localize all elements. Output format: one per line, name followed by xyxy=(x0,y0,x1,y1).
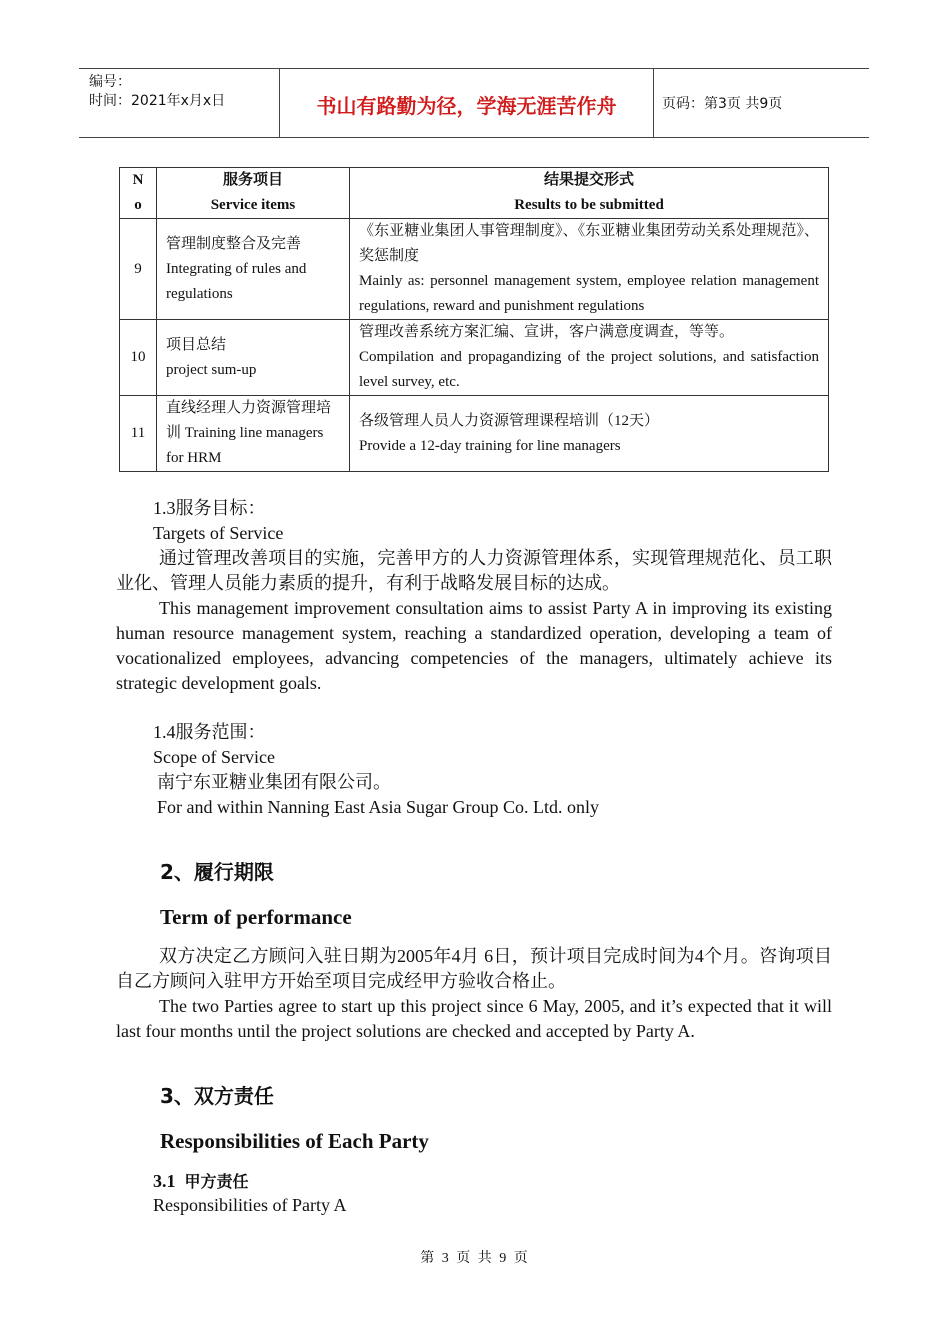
header-item-cn: 服务项目 xyxy=(222,172,283,188)
section-3-1-number: 3.1 xyxy=(153,1171,176,1191)
header-page-label: 页码：第3页 共9页 xyxy=(662,96,783,112)
row-item-cn: 直线经理人力资源管理培训 xyxy=(166,400,332,441)
section-2-heading-en: Term of performance xyxy=(160,905,352,929)
row-result-en: Compilation and propagandizing of the project solutions, and satisfaction level survey, etc. xyxy=(359,349,819,390)
header-page-cell xyxy=(654,69,869,137)
row-item-en: Training line managers for HRM xyxy=(166,425,324,466)
section-3-heading-en: Responsibilities of Each Party xyxy=(160,1129,429,1153)
row-item xyxy=(157,219,350,320)
header-meta-cell xyxy=(79,69,279,137)
page-footer: 第 3 页 共 9 页 xyxy=(420,1251,530,1266)
table-row xyxy=(120,219,829,320)
row-item-en: Integrating of rules and regulations xyxy=(166,260,307,302)
table-header-row xyxy=(120,168,829,219)
row-item-cn: 管理制度整合及完善 xyxy=(166,235,302,252)
table-header-item xyxy=(157,168,350,219)
table-header-no xyxy=(120,168,157,219)
header-date-label: 时间：2021年x月x日 xyxy=(89,93,226,109)
header-motto: 书山有路勤为径，学海无涯苦作舟 xyxy=(316,94,617,118)
row-no: 11 xyxy=(120,396,157,472)
section-2-heading-cn: 2、履行期限 xyxy=(160,860,274,884)
row-result-en: Mainly as: personnel management system, employee relation management regulations, reward and punishment regulations xyxy=(359,273,819,314)
section-2-paragraph-cn: 双方决定乙方顾问入驻日期为2005年4月 6日，预计项目完成时间为4个月。咨询项目自乙方顾问入驻甲方开始至项目完成经甲方验收合格止。 xyxy=(116,946,832,991)
row-result xyxy=(350,396,829,472)
row-item xyxy=(157,396,350,472)
section-3-1-title xyxy=(153,1169,249,1194)
row-item xyxy=(157,320,350,396)
header-no-line1: N xyxy=(132,172,144,188)
header-result-en: Results to be submitted xyxy=(514,197,664,213)
row-result xyxy=(350,320,829,396)
section-3-1-title-en: Responsibilities of Party A xyxy=(153,1195,347,1215)
section-1-3-paragraph-cn: 通过管理改善项目的实施，完善甲方的人力资源管理体系，实现管理规范化、员工职业化、管理人员能力素质的提升，有利于战略发展目标的达成。 xyxy=(116,548,832,593)
section-2-paragraph-en: The two Parties agree to start up this project since 6 May, 2005, and it’s expected that it will last four months until the project solutions are checked and accepted by Party A. xyxy=(116,996,832,1041)
row-item-cn: 项目总结 xyxy=(166,336,227,353)
header-motto-cell xyxy=(279,69,654,137)
header-item-en: Service items xyxy=(210,197,296,213)
section-3-heading-cn: 3、双方责任 xyxy=(160,1084,274,1108)
section-3-1-title-cn: 甲方责任 xyxy=(184,1172,249,1191)
table-row xyxy=(120,320,829,396)
row-item-en: project sum-up xyxy=(166,361,257,378)
section-1-3-paragraph-en: This management improvement consultation aims to assist Party A in improving its existing human resource management system, reaching a standardized operation, developing a team of vocationalized employees, advancing competencies of the managers, ultimately achieve its strategic development goals. xyxy=(116,598,832,693)
row-result-cn: 管理改善系统方案汇编、宣讲，客户满意度调查，等等。 xyxy=(359,324,735,340)
section-1-4-line-en: For and within Nanning East Asia Sugar Group Co. Ltd. only xyxy=(157,797,599,817)
header-result-cn: 结果提交形式 xyxy=(543,172,634,188)
section-1-4-title-en: Scope of Service xyxy=(153,747,275,767)
section-1-3-title-cn: 1.3服务目标： xyxy=(153,498,266,518)
section-1-3-title-en: Targets of Service xyxy=(153,523,284,543)
service-items-table xyxy=(119,167,829,472)
row-no: 9 xyxy=(120,219,157,320)
header-number-label: 编号： xyxy=(89,74,131,90)
row-no: 10 xyxy=(120,320,157,396)
table-header-result xyxy=(350,168,829,219)
row-result-en: Provide a 12-day training for line managers xyxy=(359,437,621,454)
row-result-cn: 各级管理人员人力资源管理课程培训（12天） xyxy=(359,412,660,429)
table-row xyxy=(120,396,829,472)
section-1-4-line-cn: 南宁东亚糖业集团有限公司。 xyxy=(157,772,391,792)
row-result-cn: 《东亚糖业集团人事管理制度》、《东亚糖业集团劳动关系处理规范》、奖惩制度 xyxy=(359,223,819,264)
page-header xyxy=(79,68,869,138)
header-no-line2: o xyxy=(134,197,142,213)
section-1-4-title-cn: 1.4服务范围： xyxy=(153,722,266,742)
row-result xyxy=(350,219,829,320)
